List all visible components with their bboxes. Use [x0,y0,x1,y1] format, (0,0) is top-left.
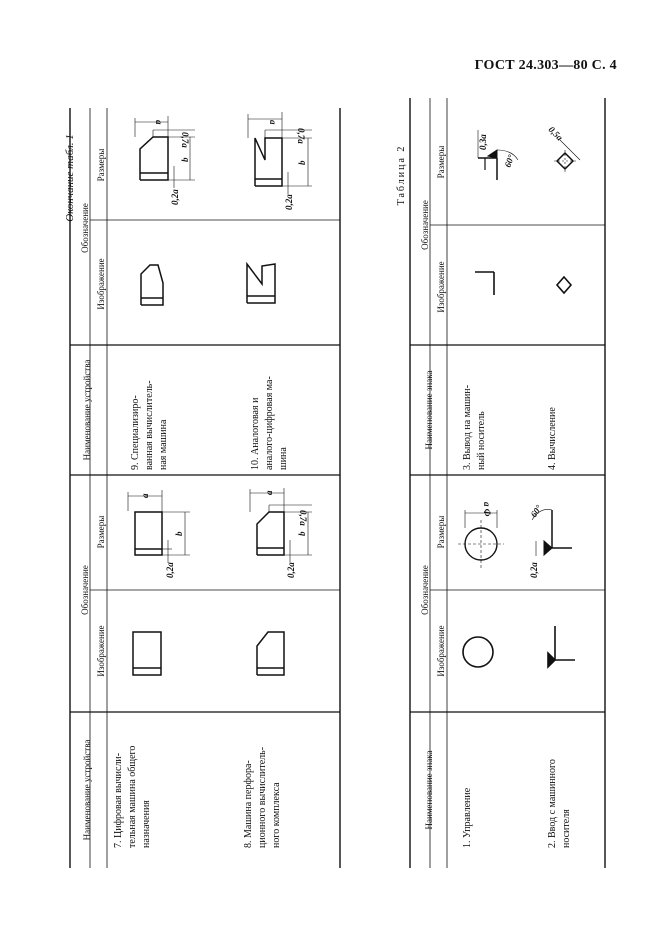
output-to-machine-medium-symbol [475,272,494,295]
table-1 [64,108,340,868]
t1-col-image-left: Изображение [96,625,106,677]
t1-row8-line1: 8. Машина перфора- [243,760,254,848]
t1-dim-02a-7: 0,2a [165,562,175,578]
digital-computer-symbol [133,632,161,675]
t2-col-sizes-left: Размеры [436,515,446,549]
t2-row1-name: 1. Управление [462,787,473,848]
t2-dim-60-3: 60° [502,153,517,169]
t1-row9-line2: ванная вычислитель- [144,380,155,470]
t2-row2-line2: носителя [561,809,572,848]
t1-row8-line3: ного комплекса [271,782,282,848]
analog-computer-symbol [247,264,275,303]
t2-col-name-left: Наименование знака [424,750,434,830]
t1-dim-02a-10: 0,2a [284,194,294,210]
t2-dim-a-phi: a Ф [482,502,492,517]
t1-dim-02a-8: 0,2a [286,562,296,578]
digital-computer-dimensions [128,490,190,563]
punch-card-complex-symbol [257,632,284,675]
table-1-caption: Окончание табл. 1 [64,134,76,222]
t1-dim-07a-8: 0,7a [298,510,308,526]
t1-row9-line3: ная машина [158,419,169,470]
t2-col-name-right: Наименование знака [424,370,434,450]
t1-col-designation-left: Обозначение [80,565,90,615]
control-symbol [463,637,493,667]
computation-dimensions [554,140,580,172]
t1-dim-02a-9: 0,2a [170,189,180,205]
t2-col-designation-right: Обозначение [420,200,430,250]
t1-dim-b-7: b [174,531,184,536]
t1-row10-line2: аналого-цифровая ма- [264,376,275,470]
t1-col-image-right: Изображение [96,258,106,310]
t1-dim-a-7: a [140,493,150,498]
t1-row7-line3: назначения [141,800,152,848]
input-from-machine-medium-symbol [548,626,575,667]
t2-col-sizes-right: Размеры [436,145,446,179]
t1-dim-a-8: a [264,490,274,495]
table-2-caption: Таблица 2 [396,144,407,206]
t2-dim-05a-4: 0,5a [546,124,565,143]
t1-col-name-left: Наименование устройства [82,739,92,841]
specialized-computer-symbol [141,265,163,305]
t1-row9-line1: 9. Специализиро- [130,395,141,470]
t1-row7-line2: тельная машина общего [127,745,138,848]
t1-row10-line1: 10. Аналоговая и [250,397,261,470]
t1-dim-a-9: a [154,120,164,125]
t1-row7-line1: 7. Цифровая вычисли- [113,752,124,848]
t1-col-designation-right: Обозначение [80,203,90,253]
control-dimensions [458,510,504,568]
t2-row3-line2: ный носитель [476,411,487,470]
table-2 [396,98,605,868]
t2-row4-name: 4. Вычисление [547,407,558,470]
t2-dim-03a-3: 0,3a [478,134,488,150]
t1-dim-b-10: b [297,160,307,165]
t1-dim-07a-10: 0,7a [296,128,306,144]
t1-dim-07a-9: 0,7a [180,132,190,148]
specialized-computer-dimensions [135,116,195,188]
t1-row8-line2: ционного вычислитель- [257,746,268,848]
page-header: ГОСТ 24.303—80 С. 4 [474,58,617,73]
t1-row10-line3: шина [278,447,289,470]
t2-col-image-right: Изображение [436,261,446,313]
t1-dim-b-9: b [180,157,190,162]
t2-row2-line1: 2. Ввод с машинного [547,759,558,848]
t1-dim-b-8: b [297,531,307,536]
t2-dim-60-2: 60° [528,503,544,520]
analog-computer-dimensions [248,112,312,194]
t2-row3-line1: 3. Вывод на машин- [462,384,473,470]
computation-symbol [557,277,571,293]
t1-col-sizes-left: Размеры [96,515,106,549]
t2-dim-02a-2: 0,2a [529,562,539,578]
t2-col-designation-left: Обозначение [420,565,430,615]
t1-col-name-right: Наименование устройства [82,359,92,461]
t1-col-sizes-right: Размеры [96,148,106,182]
t2-col-image-left: Изображение [436,625,446,677]
t1-dim-a-10: a [268,120,278,125]
